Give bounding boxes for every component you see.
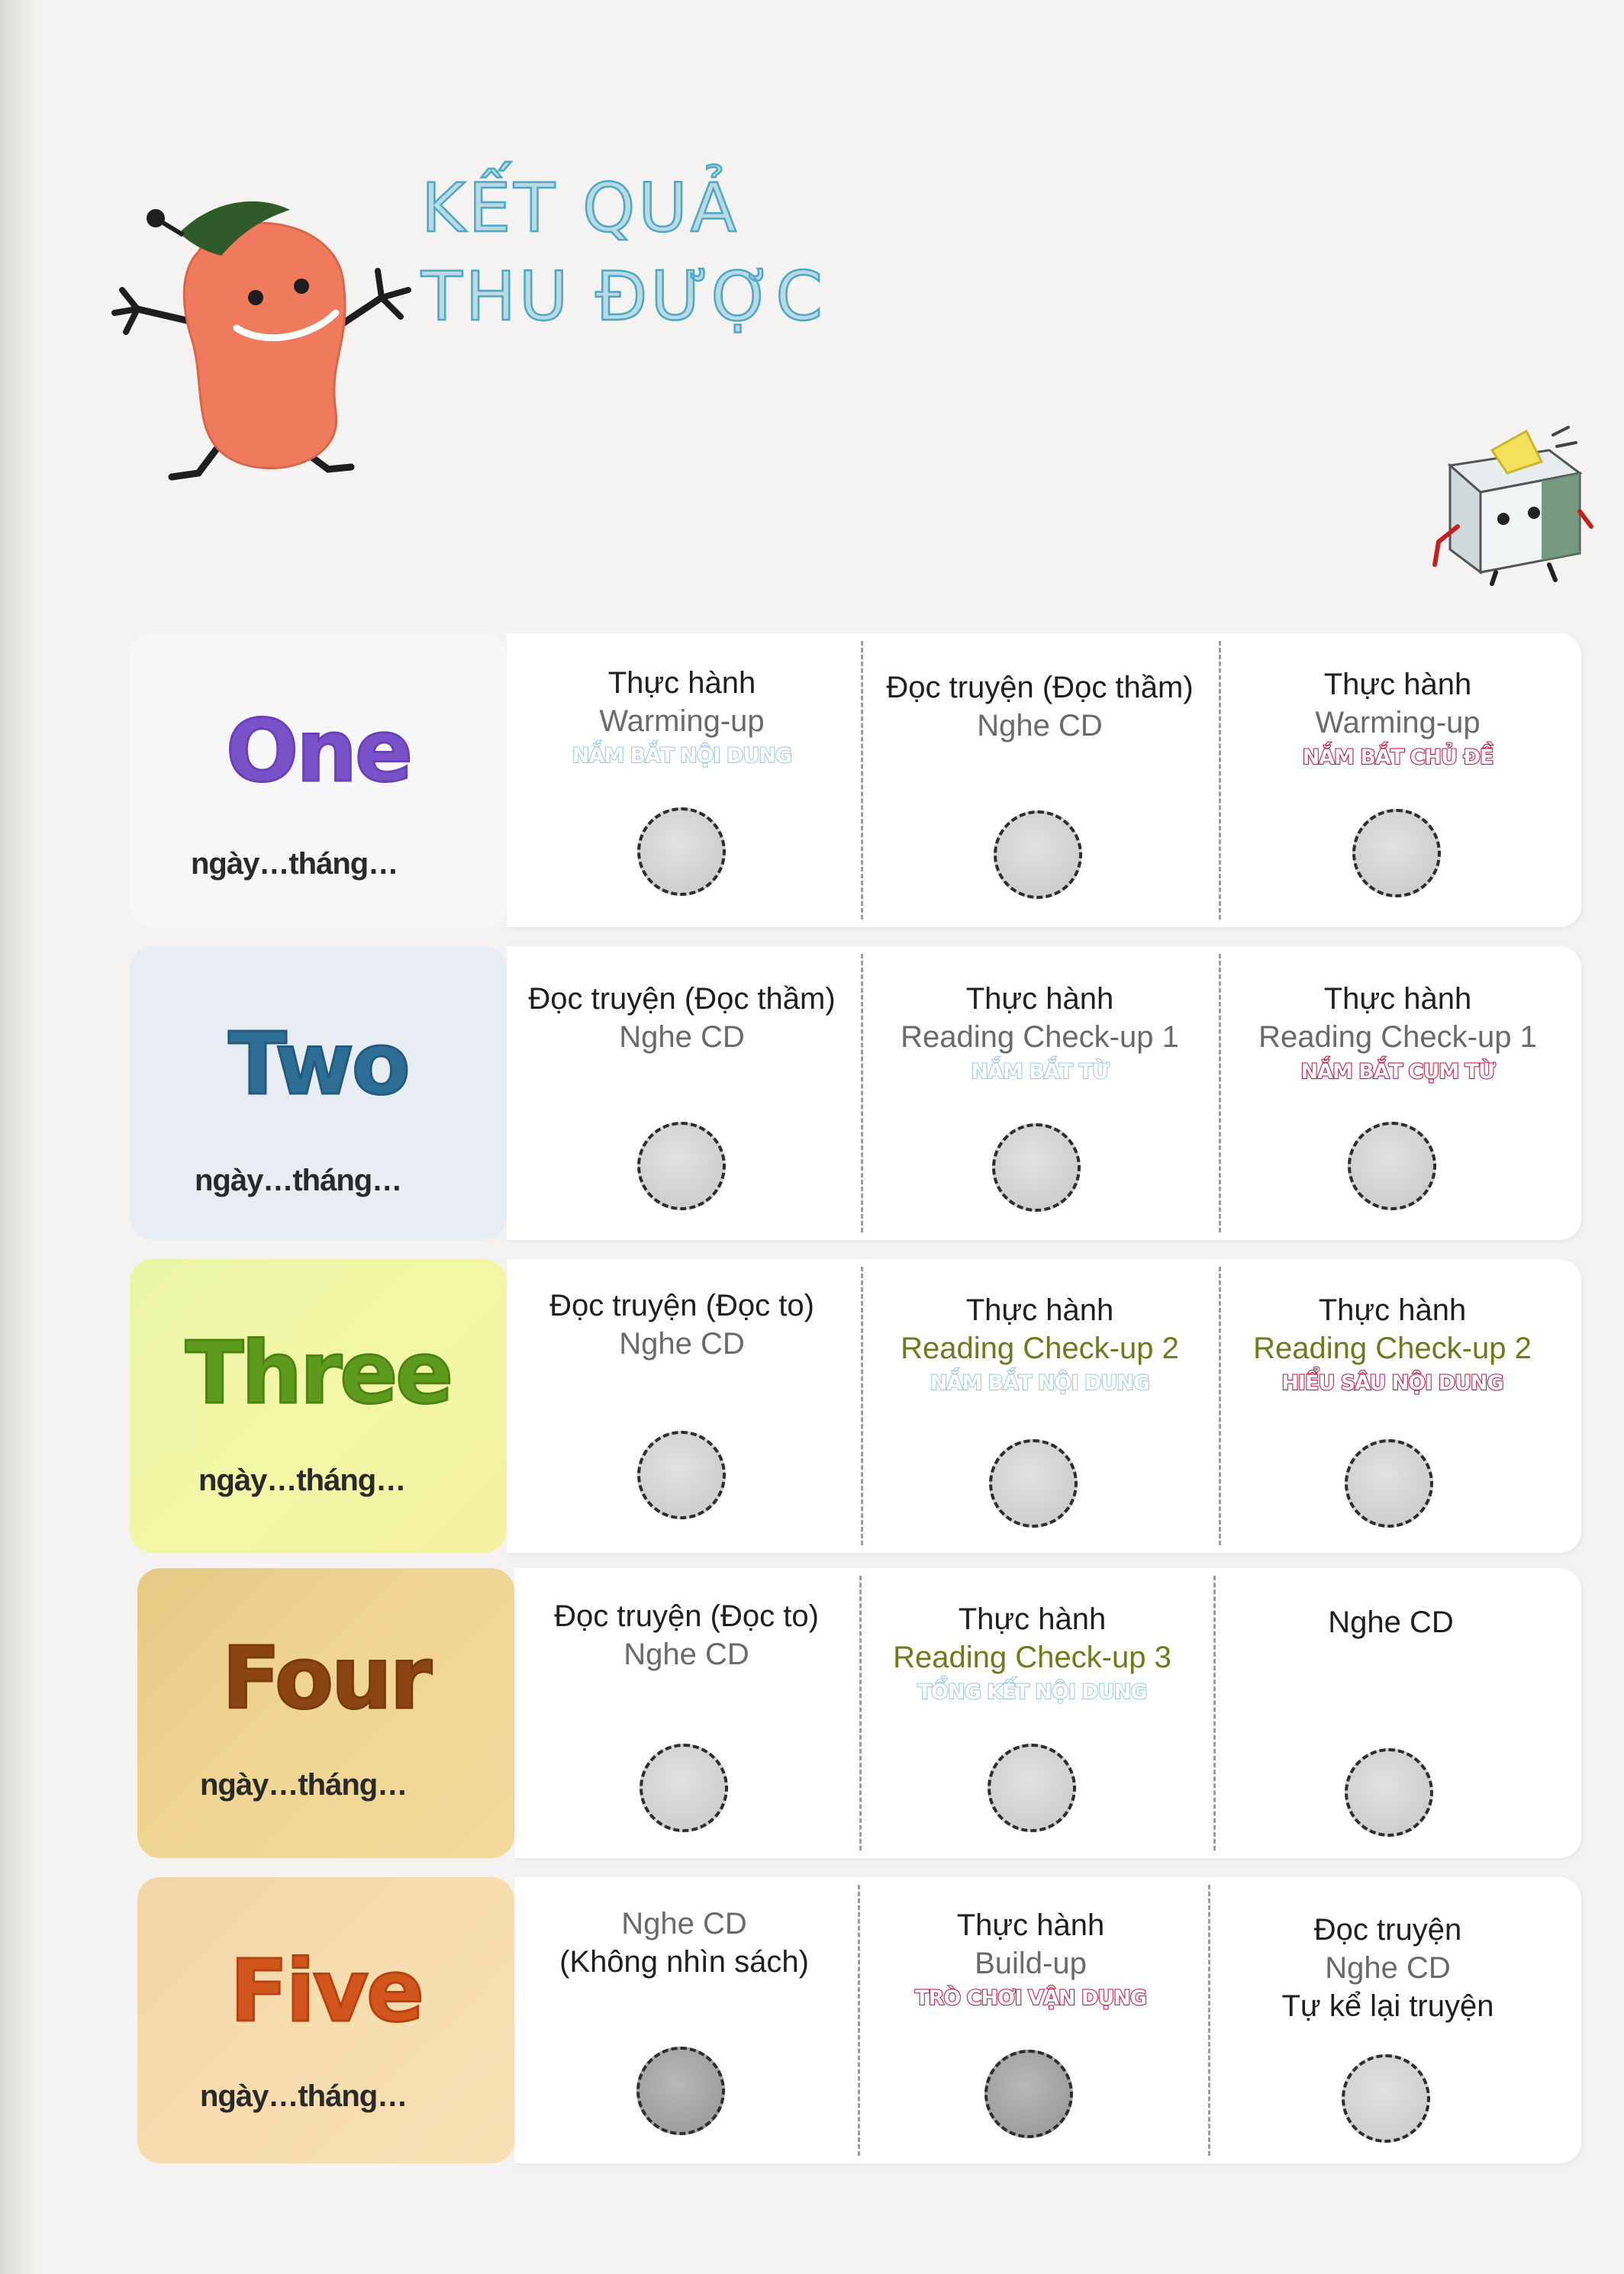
activity-tag: NẮM BẮT NỘI DUNG [572, 744, 792, 768]
completion-stamp[interactable] [989, 1439, 1078, 1528]
activity-cell: Nghe CD [1328, 1606, 1454, 1639]
activity-tag: TỔNG KẾT NỘI DUNG [917, 1680, 1147, 1704]
day-row-one [0, 633, 1624, 927]
day-date: ngày…tháng… [191, 847, 398, 881]
day-date: ngày…tháng… [195, 1164, 402, 1197]
day-label: Four [222, 1629, 430, 1728]
carrot-mascot-icon [107, 183, 427, 504]
activity-cell: Đọc truyện (Đọc to) Nghe CD [549, 1289, 814, 1361]
page-title [421, 164, 826, 341]
activity-cell: Đọc truyện Nghe CD Tự kể lại truyện [1281, 1913, 1494, 2023]
day-row-four [0, 1568, 1624, 1858]
activity-cell: Nghe CD (Không nhìn sách) [559, 1907, 809, 1979]
title-line-2: THU ĐƯỢC [421, 257, 826, 336]
activity-cell: Thực hành Build-up TRÒ CHƠI VẬN DỤNG [852, 1906, 1210, 2013]
completion-stamp[interactable] [637, 807, 726, 896]
completion-stamp[interactable] [636, 2047, 725, 2135]
day-date: ngày…tháng… [198, 1464, 406, 1497]
completion-stamp[interactable] [994, 810, 1082, 899]
activity-tag: HIỂU SÂU NỘI DUNG [1281, 1371, 1503, 1395]
completion-stamp[interactable] [637, 1122, 726, 1210]
activity-cell: Thực hành Warming-up NẮM BẮT NỘI DUNG [503, 664, 861, 771]
day-row-five [0, 1877, 1624, 2163]
activity-tag: NẮM BẮT CỤM TỪ [1300, 1060, 1495, 1084]
day-label: Five [230, 1942, 422, 2041]
completion-stamp[interactable] [988, 1744, 1076, 1832]
activity-cell: Thực hành Reading Check-up 2 HIỂU SÂU NỘI DUNG [1213, 1291, 1571, 1398]
day-row-three [0, 1259, 1624, 1553]
day-label: Three [185, 1324, 452, 1423]
activity-tag: TRÒ CHƠI VẬN DỤNG [915, 1986, 1146, 2010]
activity-tag: NẮM BẮT TỪ [971, 1060, 1109, 1084]
activity-cell: Đọc truyện (Đọc thầm) Nghe CD [886, 671, 1194, 742]
completion-stamp[interactable] [1345, 1748, 1433, 1837]
completion-stamp[interactable] [637, 1431, 726, 1519]
day-row-two [0, 946, 1624, 1240]
activity-tag: NẮM BẮT NỘI DUNG [930, 1371, 1150, 1395]
completion-stamp[interactable] [992, 1123, 1081, 1212]
activity-cell: Thực hành Warming-up NẮM BẮT CHỦ ĐỀ [1219, 665, 1577, 772]
completion-stamp[interactable] [1352, 809, 1441, 897]
activity-tag: NẮM BẮT CHỦ ĐỀ [1302, 746, 1494, 769]
title-line-1: KẾT QUẢ [421, 169, 740, 247]
activity-cell: Thực hành Reading Check-up 1 NẮM BẮT CỤM TỪ [1219, 980, 1577, 1087]
activity-cell: Thực hành Reading Check-up 1 NẮM BẮT TỪ [861, 980, 1219, 1087]
completion-stamp[interactable] [1345, 1439, 1433, 1528]
box-mascot-icon [1427, 420, 1595, 588]
activity-cell: Đọc truyện (Đọc to) Nghe CD [554, 1599, 819, 1671]
activity-cell: Thực hành Reading Check-up 3 TỔNG KẾT NỘI DUNG [853, 1600, 1211, 1707]
activity-cell: Đọc truyện (Đọc thầm) Nghe CD [528, 982, 836, 1054]
day-date: ngày…tháng… [200, 1768, 408, 1802]
day-label: One [226, 702, 411, 801]
day-date: ngày…tháng… [200, 2079, 408, 2113]
completion-stamp[interactable] [984, 2050, 1073, 2138]
completion-stamp[interactable] [1348, 1122, 1436, 1210]
completion-stamp[interactable] [1342, 2054, 1430, 2143]
activity-cell: Thực hành Reading Check-up 2 NẮM BẮT NỘI DUNG [861, 1291, 1219, 1398]
day-label: Two [228, 1015, 408, 1114]
completion-stamp[interactable] [640, 1744, 728, 1832]
